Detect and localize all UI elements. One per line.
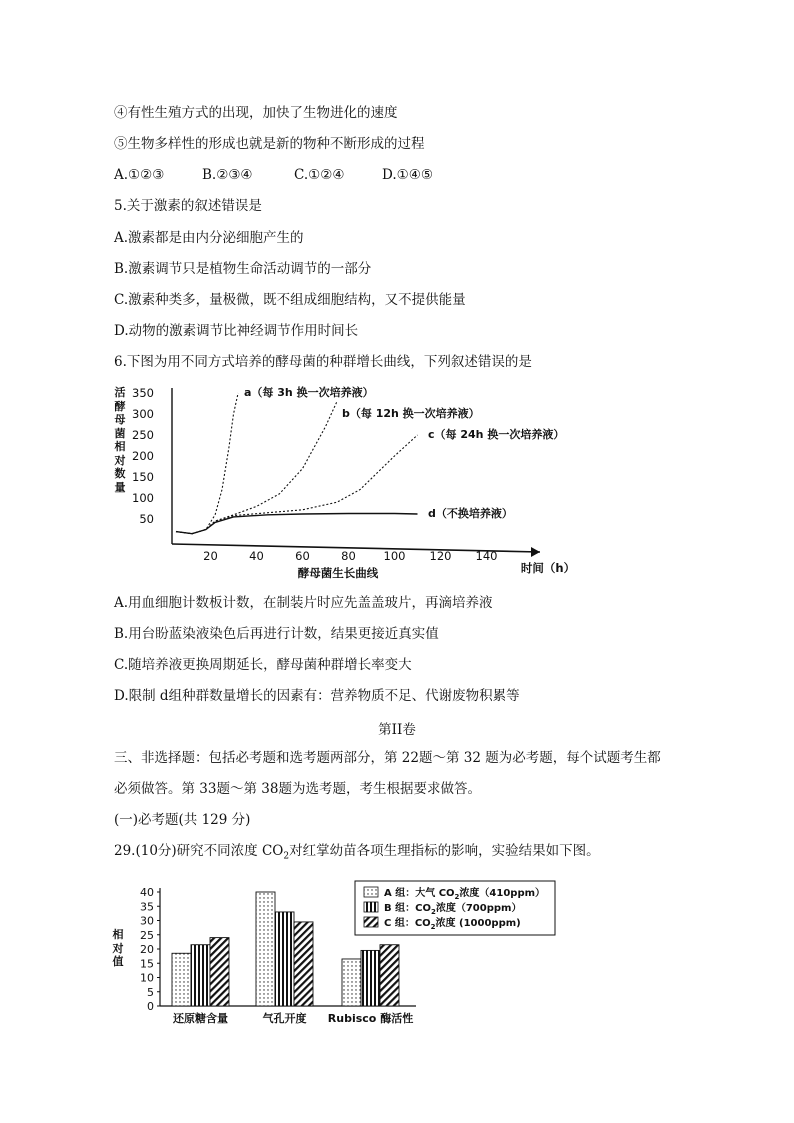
question-5-stem: 5.关于激素的叙述错误是 — [114, 198, 262, 214]
x-axis-unit: 时间（h） — [520, 561, 576, 575]
statement-4: ④有性生殖方式的出现，加快了生物进化的速度 — [114, 105, 398, 121]
series-line — [176, 514, 418, 534]
bar — [275, 912, 294, 1006]
q6-option-c: C.随培养液更换周期延长，酵母菌种群增长率变大 — [114, 657, 412, 673]
option-d: D.①④⑤ — [382, 167, 433, 183]
y-tick-label: 300 — [132, 407, 154, 421]
y-tick-label: 35 — [140, 900, 154, 914]
q6-option-b: B.用台盼蓝染液染色后再进行计数，结果更接近真实值 — [114, 626, 439, 642]
category-label: Rubisco 酶活性 — [327, 1012, 414, 1025]
y-tick-label: 20 — [140, 943, 154, 956]
q5-option-a: A.激素都是由内分泌细胞产生的 — [114, 230, 304, 246]
legend-label: A 组：大气 $CO_2$浓度（410ppm） — [384, 888, 546, 901]
bar — [172, 953, 191, 1006]
bar — [256, 892, 275, 1006]
bar — [191, 945, 210, 1006]
x-tick-label: 60 — [295, 549, 310, 563]
legend-swatch — [364, 917, 378, 927]
option-b: B.②③④ — [202, 167, 253, 183]
section-intro-1: 三、非选择题：包括必考题和选考题两部分，第 22题～第 32 题为必考题，每个试题考生都 — [114, 750, 661, 766]
y-tick-label: 40 — [140, 886, 154, 899]
legend-label: B 组：$CO_2$浓度（700ppm） — [384, 903, 522, 916]
y-tick-label: 250 — [132, 428, 154, 442]
x-tick-label: 100 — [383, 549, 406, 563]
y-tick-label: 10 — [140, 971, 154, 985]
legend-swatch — [364, 887, 378, 897]
category-label: 还原糖含量 — [173, 1012, 228, 1025]
option-a: A.①②③ — [114, 167, 165, 183]
section-intro-2: 必须做答。第 33题～第 38题为选考题，考生根据要求做答。 — [114, 781, 481, 797]
bar-chart-legend — [355, 881, 555, 935]
y-tick-label: 15 — [140, 957, 154, 971]
q6-option-d: D.限制 d组种群数量增长的因素有：营养物质不足、代谢废物积累等 — [114, 688, 520, 704]
bar — [294, 922, 313, 1006]
y-tick-label: 5 — [147, 985, 154, 999]
x-axis-arrow — [531, 547, 540, 557]
q4-options — [114, 166, 433, 184]
series-label: a（每 3h 换一次培养液） — [244, 386, 374, 399]
y-tick-label: 350 — [132, 386, 154, 400]
bar-chart-ylabel: 相 对 值 — [112, 928, 124, 968]
y-tick-label: 150 — [132, 470, 154, 484]
q6-option-a: A.用血细胞计数板计数，在制装片时应先盖盖玻片，再滴培养液 — [114, 595, 493, 611]
line-chart-ylabel: 活 酵 母 菌 相 对 数 量 — [114, 386, 126, 494]
bar — [380, 945, 399, 1006]
category-label: 气孔开度 — [262, 1012, 307, 1025]
series-line — [176, 435, 418, 534]
series-label: b（每 12h 换一次培养液） — [342, 407, 480, 420]
question-6-stem: 6.下图为用不同方式培养的酵母菌的种群增长曲线，下列叙述错误的是 — [114, 354, 532, 370]
statement-5: ⑤生物多样性的形成也就是新的物种不断形成的过程 — [114, 136, 425, 152]
legend-swatch — [364, 902, 378, 912]
series-line — [176, 393, 238, 534]
legend-label: C 组：$CO_2$浓度 (1000ppm) — [384, 918, 521, 931]
option-c: C.①②④ — [294, 167, 345, 183]
bar — [361, 950, 380, 1006]
y-tick-label: 50 — [139, 512, 154, 526]
required-heading: (一)必考题(共 129 分) — [114, 812, 251, 828]
line-chart-labels — [244, 385, 564, 520]
x-tick-label: 140 — [475, 549, 498, 563]
series-label: d（不换培养液） — [428, 507, 513, 520]
y-tick-label: 0 — [147, 1000, 154, 1013]
y-tick-label: 200 — [132, 449, 154, 463]
y-tick-label: 25 — [140, 928, 154, 942]
x-tick-label: 40 — [249, 549, 264, 563]
yeast-growth-chart — [128, 380, 578, 580]
x-tick-label: 20 — [203, 549, 218, 563]
q5-option-c: C.激素种类多，量极微，既不组成细胞结构，又不提供能量 — [114, 292, 466, 308]
x-tick-label: 120 — [429, 549, 452, 563]
y-tick-label: 100 — [132, 491, 154, 505]
series-label: c（每 24h 换一次培养液） — [428, 428, 565, 441]
q5-option-b: B.激素调节只是植物生命活动调节的一部分 — [114, 261, 372, 277]
volume-title: 第II卷 — [378, 722, 416, 738]
y-tick-label: 30 — [140, 914, 154, 928]
bar — [210, 938, 229, 1006]
co2-bar-chart — [126, 876, 576, 1026]
bar — [342, 959, 361, 1006]
question-29-stem: 29.(10分)研究不同浓度 $CO_2$对红掌幼苗各项生理指标的影响，实验结果如下图。 — [114, 843, 600, 862]
x-axis-caption: 酵母菌生长曲线 — [297, 566, 379, 580]
q5-option-d: D.动物的激素调节比神经调节作用时间长 — [114, 323, 359, 339]
x-tick-label: 80 — [341, 549, 356, 563]
